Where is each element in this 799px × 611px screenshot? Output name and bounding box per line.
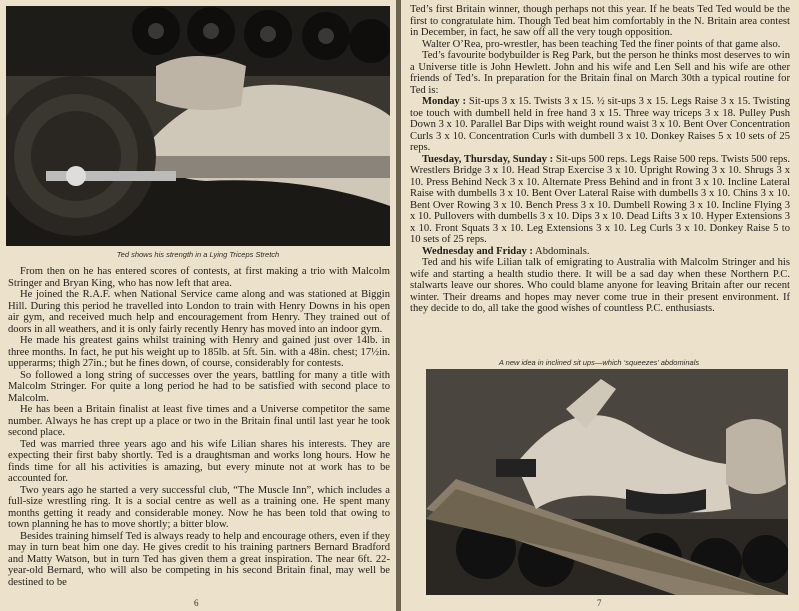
routine-tue-thu-sun bbox=[410, 154, 790, 246]
paragraph: He has been a Britain finalist at least five times and a Universe competitor the same number. Always he has crept up a place or two in the Britain final until last year he took second place. bbox=[8, 404, 390, 438]
paragraph: So followed a long string of successes over the years, battling for many a title with Malcolm Stringer. For quite a long period he had to be satisfied with second place to Malcolm. bbox=[8, 369, 390, 404]
left-page bbox=[0, 0, 396, 611]
triceps-photo-illustration bbox=[6, 6, 390, 246]
page-number-right: 7 bbox=[597, 598, 602, 608]
routine-exercises: Sit-ups 500 reps. Legs Raise 500 reps. Twists 500 reps. Wrestlers Bridge 3 x 10. Head Strap Exercise 3 x 10. Upright Rowing 3 x 10. Shrugs 3 x 10. Press Behind Neck 3 x 10. Alternate Press Behind and in front 3 x 10. Incline Lateral Raise with dumbells 3 x 10. Bent Over Lateral Raise with dumbells 3 x 10. Chins 3 x 10. Bent Over Rowing 3 x 10. Bench Press 3 x 10. Dumbell Rowing 3 x 10. Incline Flying 3 x 10. Pullovers with dumbells 3 x 10. Dips 3 x 10. Dead Lifts 3 x 10. Hyper Extensions 3 x 10. Front Squats 3 x 10. Leg Extensions 3 x 10. Leg Curls 3 x 10. Donkey Raise 5 to 10 sets of 25 reps. bbox=[410, 153, 790, 245]
right-body-text bbox=[410, 4, 790, 315]
right-page bbox=[401, 0, 799, 611]
inclined-situps-photo bbox=[426, 369, 788, 595]
situps-photo-illustration bbox=[426, 369, 788, 595]
paragraph: Ted’s favourite bodybuilder is Reg Park, but the person he thinks most deserves to win a Universe title is John Hewlett. John and his wife and Len Sell and his wife are other friends of Ted’s. In preparation for the Britain final on March 30th a typical routine for Ted is: bbox=[410, 50, 790, 96]
paragraph: Walter O’Rea, pro-wrestler, has been teaching Ted the finer points of that game also. bbox=[422, 38, 781, 50]
left-body-text bbox=[8, 266, 390, 588]
routine-day-label: Monday : bbox=[422, 96, 467, 107]
routine-day-label: Tuesday, Thursday, Sunday : bbox=[422, 153, 554, 165]
routine-wed-fri bbox=[410, 246, 790, 258]
routine-exercises: Sit-ups 3 x 15. Twists 3 x 15. ½ sit-ups 3 x 15. Legs Raise 3 x 15. Twisting toe touch with dumbell held in free hand 3 x 15. Three way triceps 3 x 18. Pulley Push Down 3 x 10. Parallel Bar Dips with weight round waist 3 x 10. Bent Over Concentration Curls 3 x 10. Concentration Curls with dumbell 3 x 10. Donkey Raises 5 x 10 sets of 25 reps. bbox=[410, 96, 790, 153]
routine-monday bbox=[410, 96, 790, 154]
paragraph: Ted and his wife Lilian talk of emigrating to Australia with Malcolm Stringer and his wife and starting a health studio there. It will be a sad day when these Northern P.C. stalwarts leave our shores. Who could blame anyone for leaving Britain after our recent winter. Their dreams and hopes may never come true in their present environment. If they decide to do, all take the good wishes of countless P.C. enthusiasts. bbox=[410, 257, 790, 314]
routine-exercises: Abdominals. bbox=[535, 245, 590, 257]
right-photo-caption: A new idea in inclined sit ups—which ‘squeezes’ abdominals bbox=[498, 358, 700, 367]
paragraph: From then on he has entered scores of contests, at first making a trio with Malcolm Stringer and Bryan King, who has now left that area. bbox=[8, 266, 390, 289]
paragraph: Ted’s first Britain winner, though perhaps not this year. If he beats Ted Ted would be the first to congratulate him. Though Ted beat him comfortably in the N. Britain area contest in December, in fact, he saw off all the very tough opposition. bbox=[410, 4, 790, 38]
paragraph: Ted was married three years ago and his wife Lilian shares his interests. They are expecting their first baby shortly. Ted is a draughtsman and works long hours. How he finds time for all his activities is amazing, but every minute not at work has to be accounted for. bbox=[8, 438, 390, 484]
paragraph: He made his greatest gains whilst training with Henry and gained just over 14lb. in three months. In fact, he put his weight up to 185lb. at 5ft. 5in. with a 48in. chest; 17½in. upperarms; thigh 27in.; but he fines down, of course, considerably for contests. bbox=[8, 335, 390, 369]
page-number-left: 6 bbox=[194, 598, 199, 608]
paragraph: Besides training himself Ted is always ready to help and encourage others, even if they may in turn beat him one day. He gives credit to his training partners Bernard Bradford and Matty Watson, but in turn Ted has given them a great inspiration. The near 6ft. 22-year-old Bernard, who will also be competing in his second Britain final, may well be destined to be bbox=[8, 530, 390, 588]
routine-day-label: Wednesday and Friday : bbox=[422, 245, 533, 257]
left-photo-caption: Ted shows his strength in a Lying Triceps Stretch bbox=[116, 250, 280, 259]
paragraph: He joined the R.A.F. when National Service came along and was stationed at Biggin Hill. During this period he travelled into London to train with Henry Downs in his open air gym, and received much help and encouragement from Henry. They trained out of doors in all weathers, and it is only fairly recently Henry has moved into an indoor gym. bbox=[8, 289, 390, 335]
paragraph: Two years ago he started a very successful club, “The Muscle Inn”, which includes a full-size wrestling ring. It is a social centre as well as a training one. He spent many months getting it ready and considerable money. Now he has been told that owing to town planning he has to move shortly; a bitter blow. bbox=[8, 484, 390, 530]
lying-triceps-photo bbox=[6, 6, 390, 246]
